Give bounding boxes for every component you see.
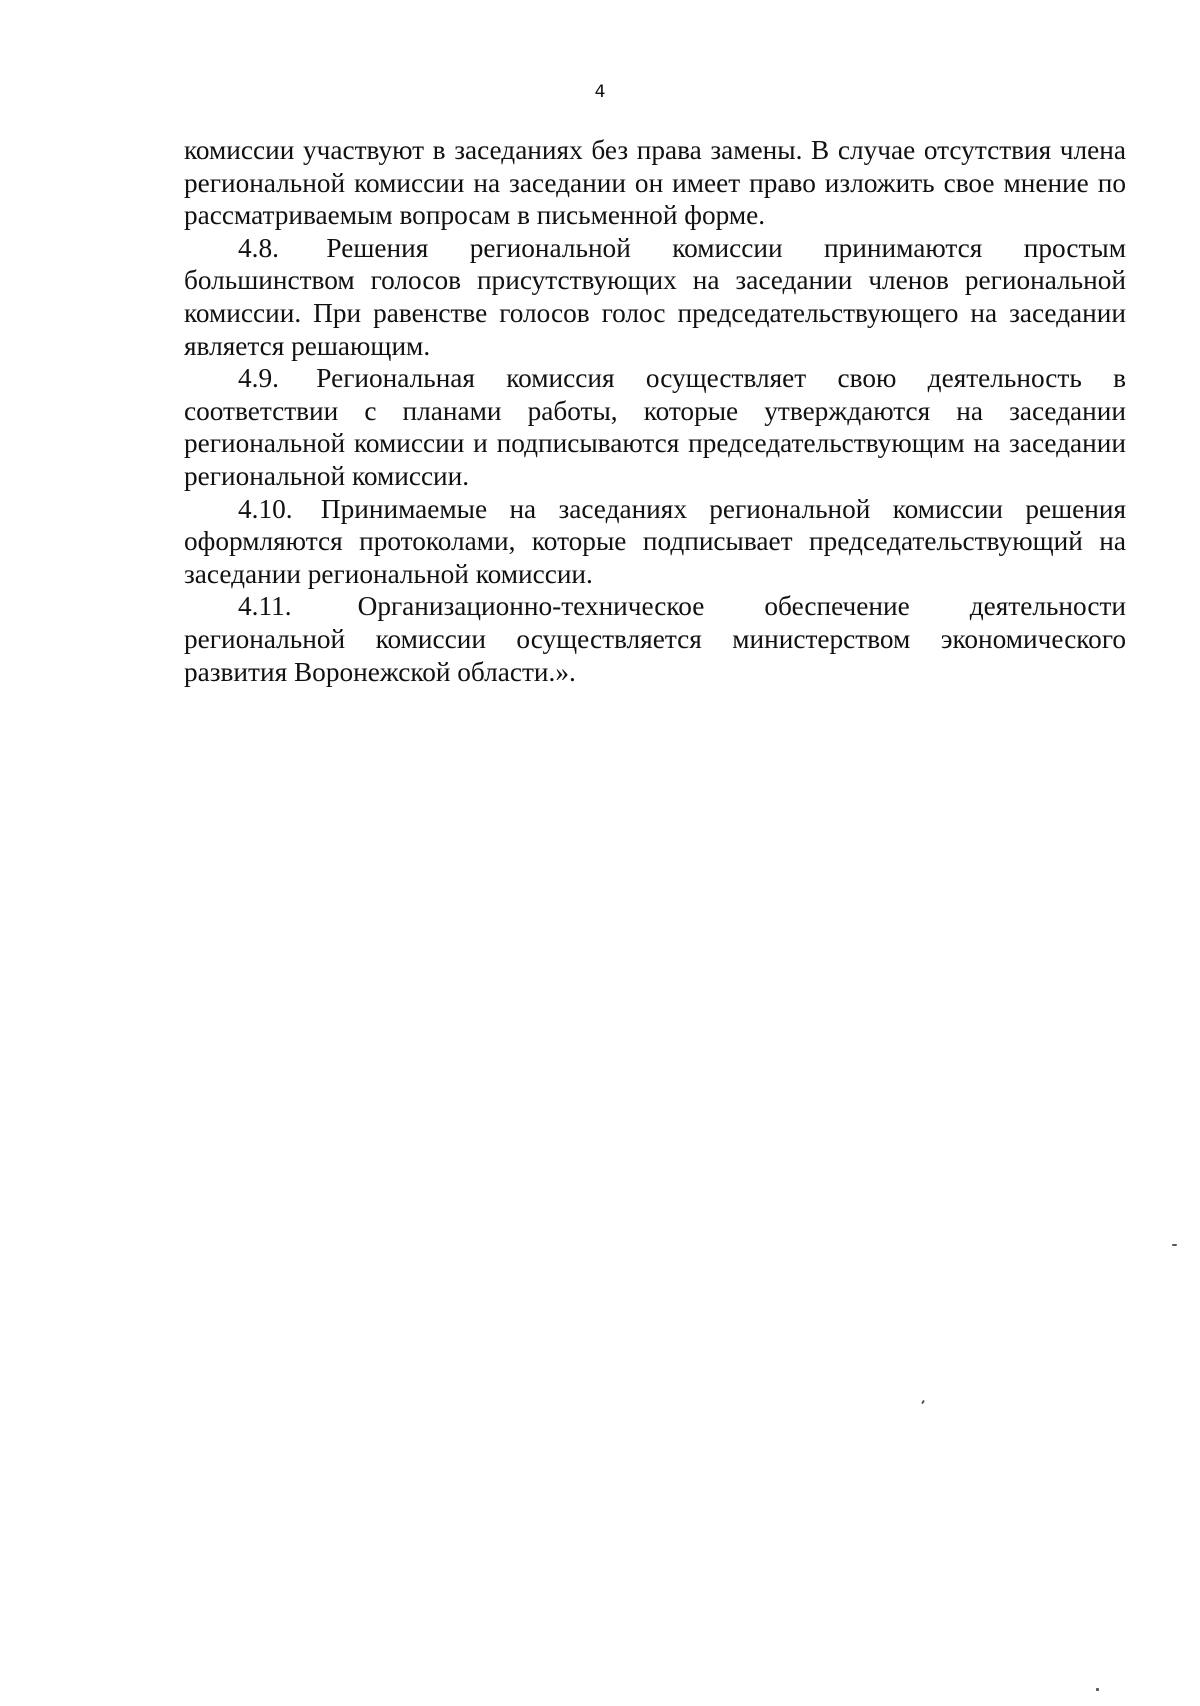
paragraph-4-8 [184,232,1126,362]
paragraph-4-10 [184,493,1126,591]
paragraph-number: 4.8. [238,232,279,263]
scan-speck [921,1400,925,1404]
scan-speck [1096,1688,1099,1691]
paragraph-number: 4.11. [238,591,292,622]
paragraph-number: 4.9. [238,363,279,394]
paragraph-text: Региональная комиссия осуществляет свою деятельность в соответствии с планами работы, которые утверждаются на заседании региональной комиссии и подписываются председательствующим на заседании региональной комиссии. [184,363,1126,491]
scan-speck [1172,1244,1177,1246]
paragraph-continuation [184,134,1126,232]
paragraph-text: Организационно-техническое обеспечение деятельности региональной комиссии осуществляется министерством экономического развития Воронежской области.». [184,591,1126,687]
paragraph-text: Решения региональной комиссии принимаются простым большинством голосов присутствующих на заседании членов региональной комиссии. При равенстве голосов голос председательствующего на заседании является решающим. [184,232,1126,361]
paragraph-number: 4.10. [238,493,293,524]
paragraph-text: Принимаемые на заседаниях региональной комиссии решения оформляются протоколами, которые подписывает председательствующий на заседании региональной комиссии. [184,493,1127,589]
paragraph-4-11 [184,590,1126,688]
paragraph-text: комиссии участвуют в заседаниях без права замены. В случае отсутствия члена региональной комиссии на заседании он имеет право изложить свое мнение по рассматриваемым вопросам в письменной форме. [184,135,1126,231]
document-body [184,134,1126,688]
page-number: 4 [594,82,606,102]
paragraph-4-9 [184,362,1126,492]
